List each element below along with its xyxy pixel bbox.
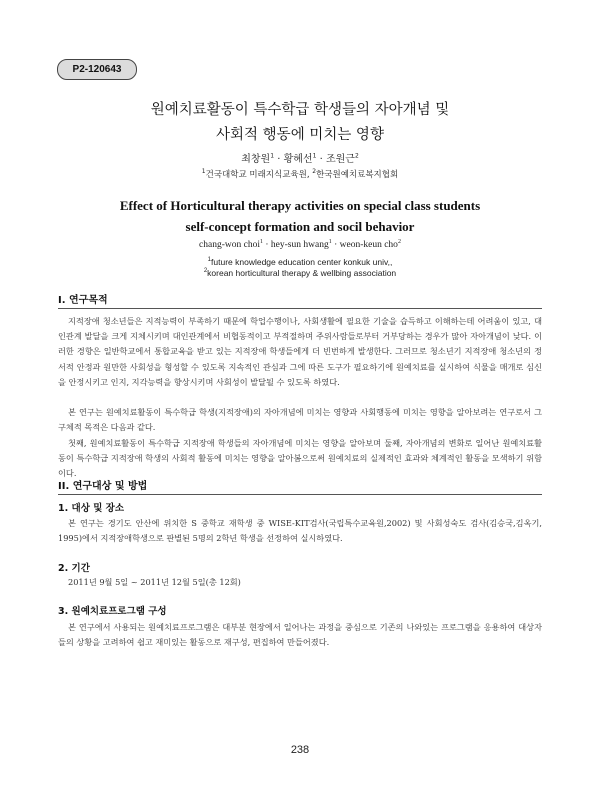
author-2-affil-mark: 1 (312, 152, 317, 160)
affil-en-2: korean horticultural therapy & wellbing association (207, 268, 397, 278)
korean-title-line-1: 원예치료활동이 특수학급 학생들의 자아개념 및 (150, 102, 450, 118)
author-2: 황혜선 (283, 154, 313, 165)
author-1-en: chang-won choi (199, 240, 260, 250)
author-3-en-affil-mark: 2 (397, 238, 401, 245)
affil-en-2-mark: 2 (203, 268, 208, 275)
author-2-en-affil-mark: 1 (328, 238, 332, 245)
subsection-3-text: 본 연구에서 사용되는 원예치료프로그램은 대부분 현장에서 일어나는 과정을 중심으로 기존의 나와있는 프로그램을 응용하여 대상자들의 상황을 고려하여 쉽고 재미있는 활동으로 재구성, 편집하여 만들어졌다. (58, 622, 542, 648)
korean-title-line-2: 사회적 행동에 미치는 영향 (216, 127, 384, 143)
affil-2: 한국원예치료복지협회 (316, 170, 399, 180)
author-1: 최창원 (241, 154, 271, 165)
author-separator: · (316, 154, 326, 165)
author-1-affil-mark: 1 (270, 152, 275, 160)
section-1-heading: I. 연구목적 (58, 291, 542, 309)
english-title-line-1: Effect of Horticultural therapy activities on special class students (119, 198, 481, 213)
affil-1: 건국대학교 미래지식교육원, (205, 170, 313, 180)
subsection-3-heading: 3. 원예치료프로그램 구성 (58, 606, 167, 617)
section-1-paragraph-3: 첫째, 원예치료활동이 특수학급 지적장애 학생들의 자아개념에 미치는 영향을 알아보며 둘째, 자아개념의 변화로 일어난 원예치료활동이 특수학급 지적장애 학생의 사회적 활동에 미치는 영향을 알아봄으로써 원예치료의 실제적인 효과와 체계적인 활동을 모색하기 위함이다. (58, 438, 542, 479)
author-separator: · (331, 240, 340, 250)
page-number: 238 (290, 744, 310, 756)
affil-2-mark: 2 (312, 168, 317, 176)
author-3-affil-mark: 2 (354, 152, 359, 160)
section-1-paragraph-2: 본 연구는 원예치료활동이 특수학급 학생(지적장애)의 자아개념에 미치는 영향과 사회행동에 미치는 영향을 알아보려는 연구로서 그 구체적 목적은 다음과 같다. (58, 407, 542, 433)
affil-1-mark: 1 (201, 168, 206, 176)
author-separator: · (274, 154, 284, 165)
subsection-1-heading: 1. 대상 및 장소 (58, 503, 125, 514)
author-separator: · (263, 240, 271, 250)
subsection-1-text: 본 연구는 경기도 안산에 위치한 S 중학교 재학생 중 WISE-KIT검사(국립특수교육원,2002) 및 사회성숙도 검사(김승국,김옥기, 1995)에서 지적장애학생으로 판별된 5명의 2학년 학생을 선정하여 실시하였다. (58, 518, 542, 544)
subsection-2-text: 2011년 9월 5일 ~ 2011년 12월 5일(총 12회) (68, 577, 241, 587)
english-title-line-2: self-concept formation and socil behavior (185, 219, 415, 234)
author-2-en: hey-sun hwang (270, 240, 329, 250)
paper-id-badge: P2-120643 (57, 59, 137, 80)
korean-affiliations (0, 168, 600, 180)
korean-authors (0, 150, 600, 165)
author-3: 조원근 (325, 154, 355, 165)
author-1-en-affil-mark: 1 (260, 238, 263, 245)
english-affiliation-2 (0, 268, 600, 278)
section-2-heading: II. 연구대상 및 방법 (58, 477, 542, 495)
english-affiliation-1 (0, 257, 600, 267)
english-authors (0, 240, 600, 250)
author-3-en: weon-keun cho (339, 240, 398, 250)
section-1-paragraph-1: 지적장애 청소년들은 지적능력이 부족하기 때문에 학업수행이나, 사회생활에 필요한 기술을 습득하고 이해하는데 어려움이 있고, 대인관계 발달을 크게 지체시키며 대인관계에서 비협동적이고 부적절하며 주위사람들로부터 거부당하는 경우가 많아 자아개념이 낮다. 이러한 경향은 일반학교에서 통합교육을 받고 있는 지적장애 학생들에게 더 빈번하게 발생한다. 그러므로 청소년기 지적장애 청소년의 정서적 안정과 원만한 사회성을 형성할 수 있도록 지속적인 관심과 그에 따른 도구가 필요하기에 원예치료를 실시하여 식물을 매개로 심신을 안정시키고 인지, 지각능력을 향상시키며 사회성이 발달될 수 있도록 하였다. (58, 316, 542, 387)
affil-en-1: future knowledge education center konkuk univ,, (211, 257, 393, 267)
subsection-2-heading: 2. 기간 (58, 563, 90, 574)
affil-en-1-mark: 1 (207, 257, 212, 264)
